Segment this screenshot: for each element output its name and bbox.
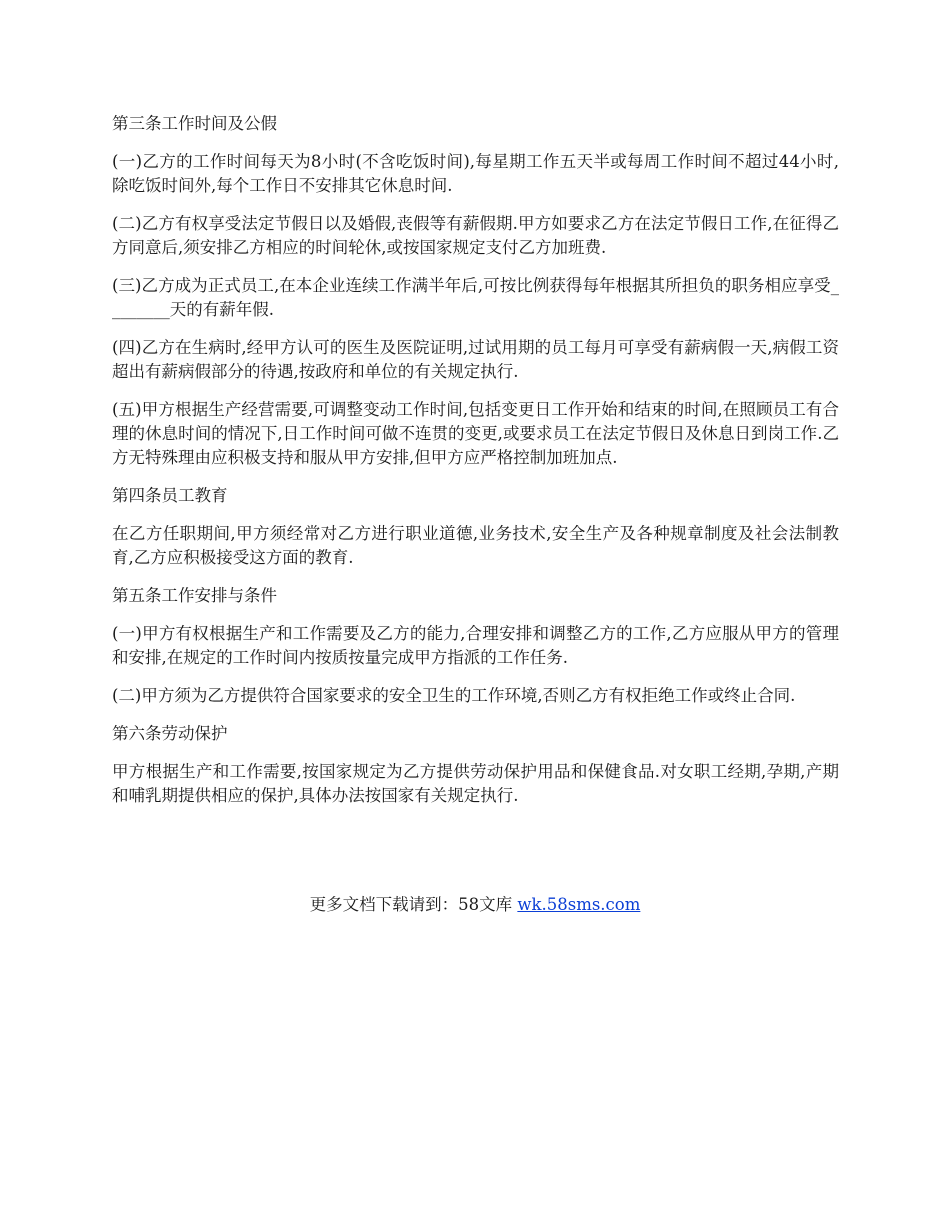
section-heading-3: 第三条工作时间及公假 (112, 114, 277, 133)
footer-link[interactable]: wk.58sms.com (517, 895, 641, 914)
paragraph-3-4: (四)乙方在生病时,经甲方认可的医生及医院证明,过试用期的员工每月可享受有薪病假一天,病假工资超出有薪病假部分的待遇,按政府和单位的有关规定执行. (112, 338, 839, 381)
paragraph-5-2: (二)甲方须为乙方提供符合国家要求的安全卫生的工作环境,否则乙方有权拒绝工作或终止合同. (112, 686, 796, 705)
paragraph-4-1: 在乙方任职期间,甲方须经常对乙方进行职业道德,业务技术,安全生产及各种规章制度及社会法制教育,乙方应积极接受这方面的教育. (112, 524, 839, 567)
section-heading-5: 第五条工作安排与条件 (112, 586, 277, 605)
paragraph-5-1: (一)甲方有权根据生产和工作需要及乙方的能力,合理安排和调整乙方的工作,乙方应服从甲方的管理和安排,在规定的工作时间内按质按量完成甲方指派的工作任务. (112, 624, 839, 667)
document-body (112, 112, 839, 822)
paragraph-3-2: (二)乙方有权享受法定节假日以及婚假,丧假等有薪假期.甲方如要求乙方在法定节假日工作,在征得乙方同意后,须安排乙方相应的时间轮休,或按国家规定支付乙方加班费. (112, 214, 839, 257)
section-heading-4: 第四条员工教育 (112, 486, 228, 505)
paragraph-3-3: (三)乙方成为正式员工,在本企业连续工作满半年后,可按比例获得每年根据其所担负的职务相应享受________天的有薪年假. (112, 276, 839, 319)
paragraph-3-1: (一)乙方的工作时间每天为8小时(不含吃饭时间),每星期工作五天半或每周工作时间不超过44小时,除吃饭时间外,每个工作日不安排其它休息时间. (112, 152, 839, 195)
footer (0, 893, 950, 917)
footer-text: 更多文档下载请到：58文库 (309, 895, 513, 914)
section-heading-6: 第六条劳动保护 (112, 724, 228, 743)
paragraph-6-1: 甲方根据生产和工作需要,按国家规定为乙方提供劳动保护用品和保健食品.对女职工经期,孕期,产期和哺乳期提供相应的保护,具体办法按国家有关规定执行. (112, 762, 839, 805)
paragraph-3-5: (五)甲方根据生产经营需要,可调整变动工作时间,包括变更日工作开始和结束的时间,在照顾员工有合理的休息时间的情况下,日工作时间可做不连贯的变更,或要求员工在法定节假日及休息日到岗工作.乙方无特殊理由应积极支持和服从甲方安排,但甲方应严格控制加班加点. (112, 400, 839, 467)
